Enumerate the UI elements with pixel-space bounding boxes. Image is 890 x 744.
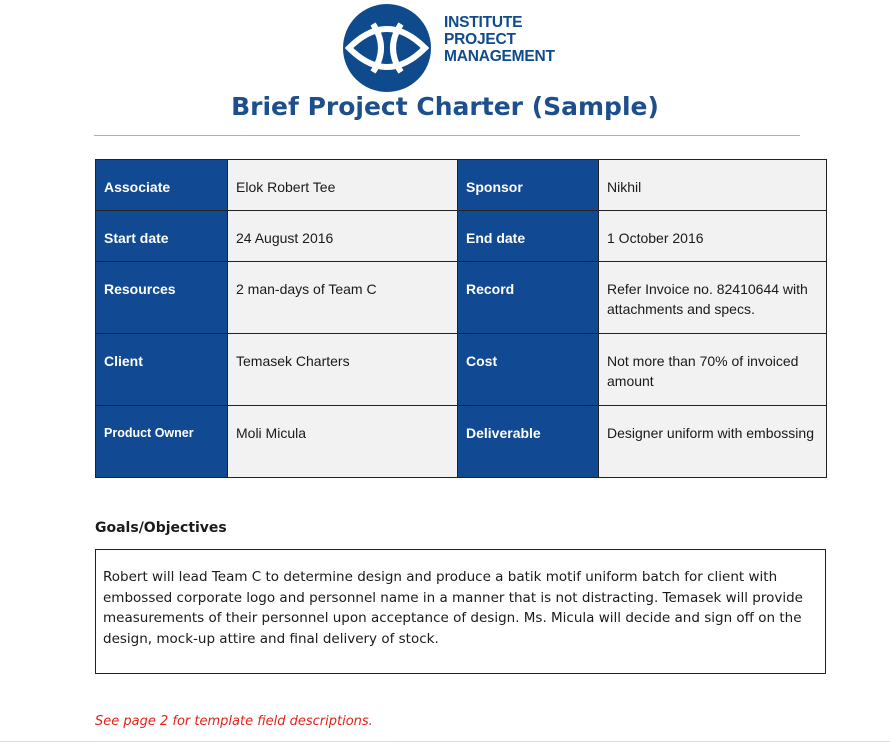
- table-row: [96, 406, 827, 478]
- value-sponsor: Nikhil: [599, 160, 827, 211]
- value-resources: 2 man-days of Team C: [228, 262, 458, 334]
- value-product-owner: Moli Micula: [228, 406, 458, 478]
- logo-wordmark: [444, 14, 555, 65]
- page-title: Brief Project Charter (Sample): [231, 92, 659, 121]
- label-sponsor: Sponsor: [458, 160, 599, 211]
- footnote: See page 2 for template field descriptions.: [95, 714, 373, 729]
- logo-line-institute: INSTITUTE: [444, 14, 523, 31]
- label-associate: Associate: [96, 160, 228, 211]
- logo-line-project: PROJECT: [444, 31, 516, 48]
- eye-logo-icon: [339, 2, 435, 98]
- table-row: [96, 262, 827, 334]
- table-row: [96, 334, 827, 406]
- value-associate: Elok Robert Tee: [228, 160, 458, 211]
- label-record: Record: [458, 262, 599, 334]
- label-client: Client: [96, 334, 228, 406]
- label-deliverable: Deliverable: [458, 406, 599, 478]
- value-client: Temasek Charters: [228, 334, 458, 406]
- table-row: [96, 211, 827, 262]
- value-end-date: 1 October 2016: [599, 211, 827, 262]
- label-product-owner: Product Owner: [96, 406, 228, 478]
- label-resources: Resources: [96, 262, 228, 334]
- goals-heading: Goals/Objectives: [95, 520, 227, 536]
- value-cost: Not more than 70% of invoiced amount: [599, 334, 827, 406]
- label-start-date: Start date: [96, 211, 228, 262]
- value-start-date: 24 August 2016: [228, 211, 458, 262]
- logo-line-management: MANAGEMENT: [444, 48, 555, 65]
- label-end-date: End date: [458, 211, 599, 262]
- value-deliverable: Designer uniform with embossing: [599, 406, 827, 478]
- label-cost: Cost: [458, 334, 599, 406]
- page-bottom-divider: [0, 741, 890, 742]
- value-record: Refer Invoice no. 82410644 with attachments and specs.: [599, 262, 827, 334]
- charter-table: [95, 159, 827, 478]
- goals-text: Robert will lead Team C to determine design and produce a batik motif uniform batch for client with embossed corporate logo and personnel name in a manner that is not distracting. Temasek will provide measurements of their personnel upon acceptance of design. Ms. Micula will decide and sign off on the design, mock-up attire and final delivery of stock.: [95, 549, 826, 674]
- document-header: [0, 0, 890, 140]
- table-row: [96, 160, 827, 211]
- title-divider: [94, 135, 800, 136]
